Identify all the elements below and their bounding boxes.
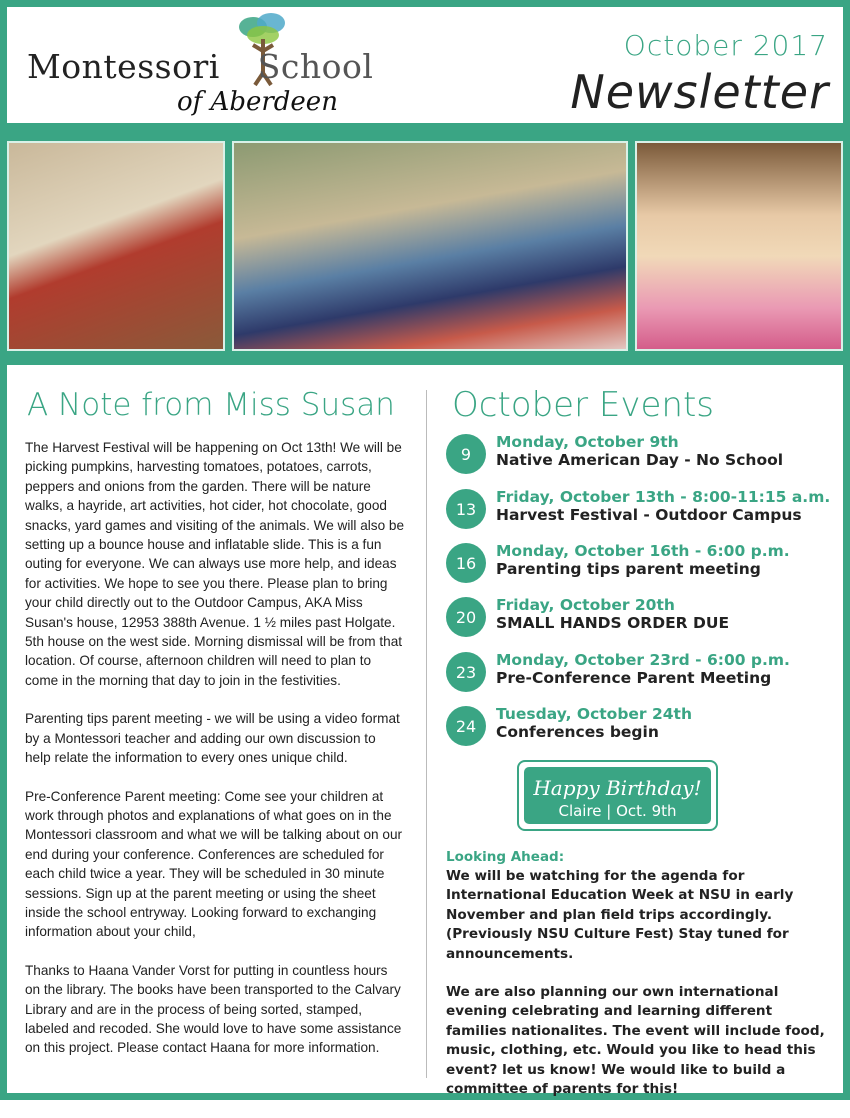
logo-montessori: Montessori [27,47,220,86]
event-day-badge: 24 [446,706,486,746]
issue-month: October 2017 [623,29,828,62]
event-item [446,652,836,696]
event-item [446,543,836,587]
event-date: Friday, October 20th [496,596,675,614]
events-title: October Events [452,385,714,425]
newsletter-title: Newsletter [570,65,829,119]
event-day-badge: 13 [446,489,486,529]
note-paragraph: Parenting tips parent meeting - we will be using a video format by a Montessori teacher and adding our own discussion to help relate the information to every ones unique child. [25,711,400,766]
birthday-box [517,760,718,831]
event-day-badge: 20 [446,597,486,637]
event-item [446,489,836,533]
note-title: A Note from Miss Susan [27,387,395,423]
event-date: Tuesday, October 24th [496,705,692,723]
looking-ahead-title: Looking Ahead: [446,849,565,865]
event-item [446,706,836,750]
note-paragraph: Pre-Conference Parent meeting: Come see your children at work through photos and explanations of what goes on in the Montessori classroom and what we will be talking about on our end during your conference. Conferences are scheduled for each child twice a year. They will be scheduled in 30 minute sessions. Sign up at the parent meeting or using the sheet inside the school entryway. Looking forward to exchanging information about your child, [25,788,403,940]
event-description: Native American Day - No School [496,451,784,469]
event-item [446,434,836,478]
photo-girl-snack [635,141,843,351]
note-paragraph: Thanks to Haana Vander Vorst for putting in countless hours on the library. The books have been transported to the Calvary Library and are in the process of being sorted, stamped, labeled and recoded. She would love to have some assistance on this project. Please contact Haana for more information. [25,962,402,1056]
event-description: SMALL HANDS ORDER DUE [496,614,730,632]
event-description: Harvest Festival - Outdoor Campus [496,506,802,524]
event-description: Conferences begin [496,723,659,741]
logo-subtitle: of Aberdeen [177,87,338,117]
birthday-title: Happy Birthday! [533,776,702,800]
newsletter-header [7,7,843,123]
event-date: Monday, October 23rd - 6:00 p.m. [496,651,790,669]
photo-children-cooking [232,141,628,351]
note-paragraph: The Harvest Festival will be happening on Oct 13th! We will be picking pumpkins, harvesting tomatoes, potatoes, carrots, peppers and onions from the garden. There will be nature walks, a hayride, art activities, hot cider, hot chocolate, good snacks, yard games and visiting of the animals. We will also be setting up a bounce house and inflatable slide. This is a fun outing for everyone. We can always use more help, and ideas for activities. We hope to see you there. Please plan to bring your child directly out to the Outdoor Campus, AKA Miss Susan's house, 12953 388th Avenue. 1 ½ miles past Holgate. 5th house on the west side. Morning dismissal will be from that location. Of course, afternoon children will need to plan to come in the morning that day to join in the festivities. [25,440,405,688]
birthday-inner [524,767,711,824]
birthday-name: Claire | Oct. 9th [558,802,677,820]
photo-child-bead-chains [7,141,225,351]
event-date: Friday, October 13th - 8:00-11:15 a.m. [496,488,831,506]
event-description: Pre-Conference Parent Meeting [496,669,772,687]
looking-ahead-paragraph: We are also planning our own international evening celebrating and learning different families nationalites. The event will include food, music, clothing, etc. Would you like to head this event? let us know! We would like to build a committee of parents for this! [446,984,825,1098]
column-divider [426,390,427,1078]
event-date: Monday, October 16th - 6:00 p.m. [496,542,790,560]
logo-school: School [257,47,374,86]
event-day-badge: 16 [446,543,486,583]
looking-ahead-body [446,867,826,1118]
event-day-badge: 23 [446,652,486,692]
event-day-badge: 9 [446,434,486,474]
event-date: Monday, October 9th [496,433,679,451]
logo-text [27,47,373,86]
note-body [25,438,405,1077]
looking-ahead-paragraph: We will be watching for the agenda for International Education Week at NSU in early November and plan field trips accordingly. (Previously NSU Culture Fest) Stay tuned for announcements. [446,868,794,962]
event-item [446,597,836,641]
event-description: Parenting tips parent meeting [496,560,761,578]
